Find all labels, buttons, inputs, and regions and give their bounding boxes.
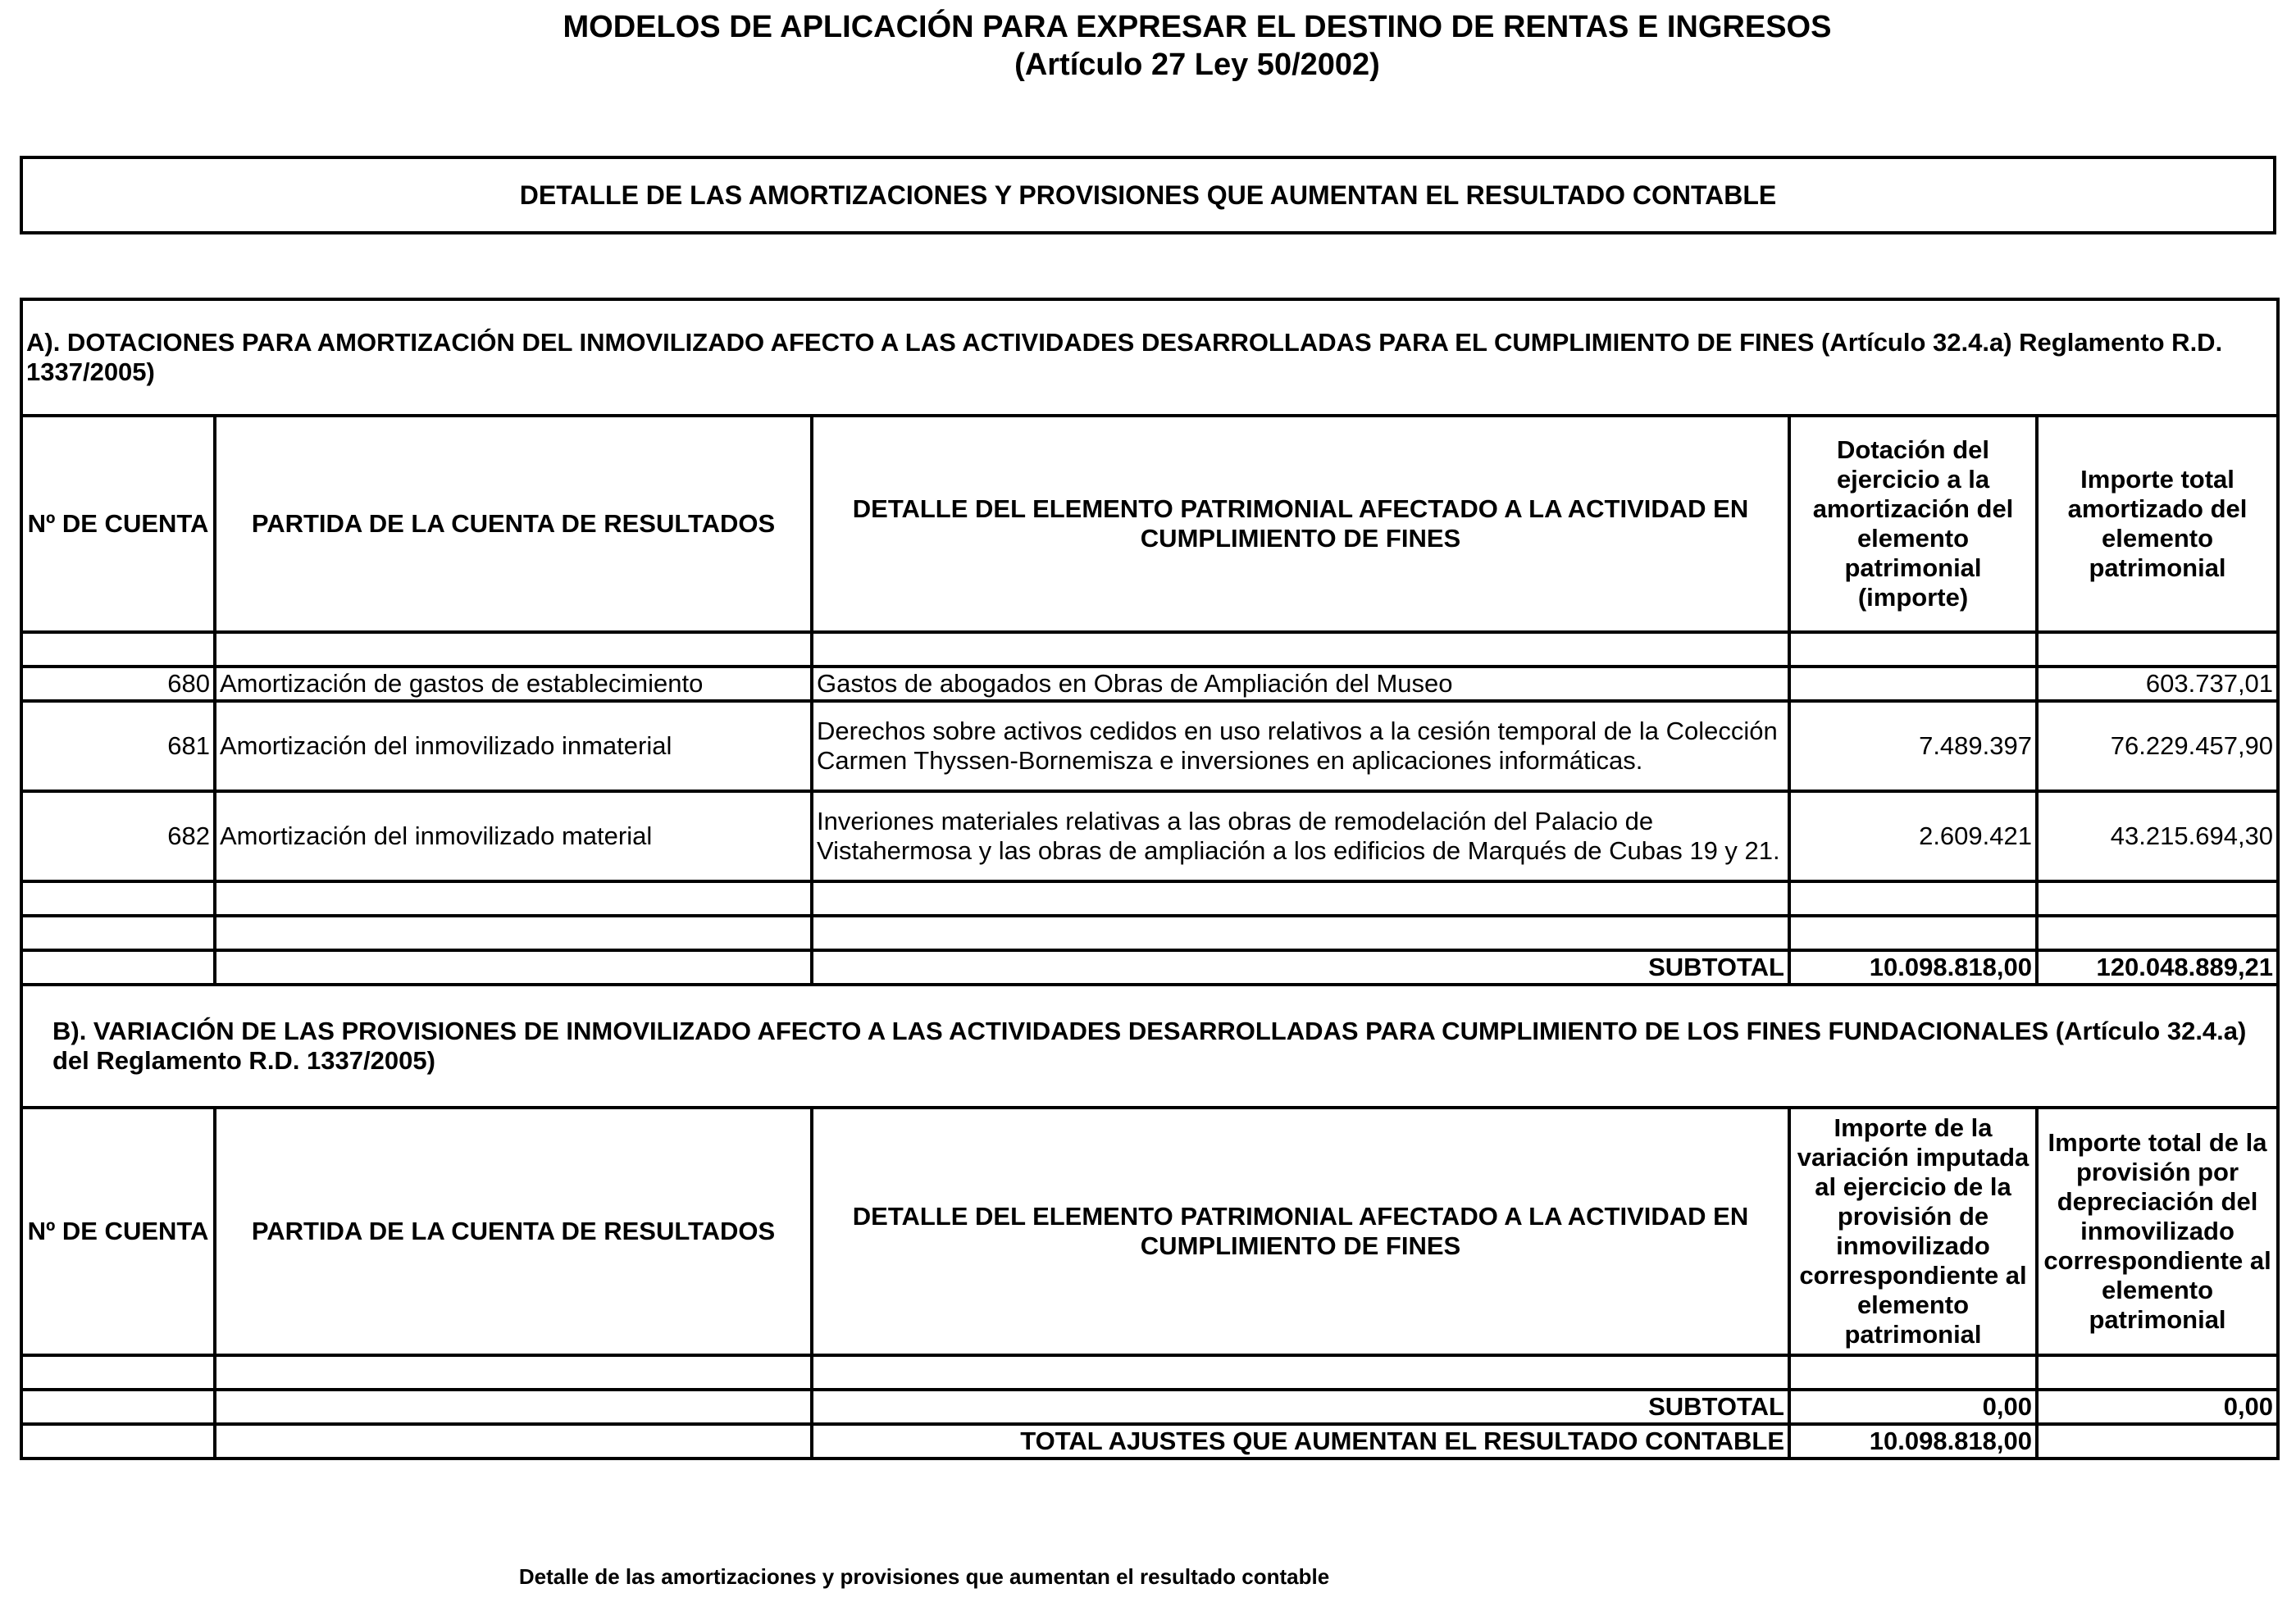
- section-banner: DETALLE DE LAS AMORTIZACIONES Y PROVISIONES QUE AUMENTAN EL RESULTADO CONTABLE: [20, 156, 2276, 234]
- header-partida: PARTIDA DE LA CUENTA DE RESULTADOS: [215, 416, 812, 632]
- cuenta-cell: 682: [21, 791, 215, 881]
- header-detalle: DETALLE DEL ELEMENTO PATRIMONIAL AFECTADO A LA ACTIVIDAD EN CUMPLIMIENTO DE FINES: [812, 1108, 1789, 1355]
- table-row-empty: [21, 632, 2278, 667]
- section-b-title: B). VARIACIÓN DE LAS PROVISIONES DE INMOVILIZADO AFECTO A LAS ACTIVIDADES DESARROLLADAS PARA CUMPLIMIENTO DE LOS FINES FUNDACIONALES (Artículo 32.4.a) del Reglamento R.D. 1337/2005): [21, 985, 2278, 1108]
- section-a-header-row: [21, 416, 2278, 632]
- dotacion-cell: 7.489.397: [1789, 701, 2037, 791]
- detalle-cell: Inveriones materiales relativas a las obras de remodelación del Palacio de Vistahermosa y las obras de ampliación a los edificios de Marqués de Cubas 19 y 21.: [812, 791, 1789, 881]
- subtotal-variacion: 0,00: [1789, 1390, 2037, 1424]
- header-detalle: DETALLE DEL ELEMENTO PATRIMONIAL AFECTADO A LA ACTIVIDAD EN CUMPLIMIENTO DE FINES: [812, 416, 1789, 632]
- total-cell: 43.215.694,30: [2037, 791, 2278, 881]
- subtotal-label: SUBTOTAL: [812, 950, 1789, 985]
- subtotal-total: 120.048.889,21: [2037, 950, 2278, 985]
- total-label: TOTAL AJUSTES QUE AUMENTAN EL RESULTADO CONTABLE: [812, 1424, 1789, 1459]
- table-row-empty: [21, 916, 2278, 950]
- adjustments-table: [20, 298, 2280, 1460]
- document-subtitle: (Artículo 27 Ley 50/2002): [1014, 48, 1380, 82]
- partida-cell: Amortización del inmovilizado inmaterial: [215, 701, 812, 791]
- dotacion-cell: [1789, 667, 2037, 701]
- subtotal-label: SUBTOTAL: [812, 1390, 1789, 1424]
- partida-cell: Amortización del inmovilizado material: [215, 791, 812, 881]
- table-row: [21, 701, 2278, 791]
- subtotal-total: 0,00: [2037, 1390, 2278, 1424]
- total-value: 10.098.818,00: [1789, 1424, 2037, 1459]
- header-variacion: Importe de la variación imputada al ejercicio de la provisión de inmovilizado correspondiente al elemento patrimonial: [1789, 1108, 2037, 1355]
- cuenta-cell: 681: [21, 701, 215, 791]
- section-b-subtotal-row: [21, 1390, 2278, 1424]
- header-importe-total: Importe total amortizado del elemento patrimonial: [2037, 416, 2278, 632]
- detalle-cell: Derechos sobre activos cedidos en uso relativos a la cesión temporal de la Colección Carmen Thyssen-Bornemisza e inversiones en aplicaciones informáticas.: [812, 701, 1789, 791]
- header-importe-total: Importe total de la provisión por depreciación del inmovilizado correspondiente al elemento patrimonial: [2037, 1108, 2278, 1355]
- document-title: MODELOS DE APLICACIÓN PARA EXPRESAR EL DESTINO DE RENTAS E INGRESOS: [563, 10, 1832, 44]
- page-footer: Detalle de las amortizaciones y provisiones que aumentan el resultado contable: [518, 1564, 1330, 1589]
- header-cuenta: Nº DE CUENTA: [21, 416, 215, 632]
- cuenta-cell: 680: [21, 667, 215, 701]
- total-cell: 603.737,01: [2037, 667, 2278, 701]
- section-b-title-row: [21, 985, 2278, 1108]
- table-row-empty: [21, 881, 2278, 916]
- section-a-title-row: [21, 299, 2278, 416]
- section-a-subtotal-row: [21, 950, 2278, 985]
- table-row-empty: [21, 1355, 2278, 1390]
- detalle-cell: Gastos de abogados en Obras de Ampliación del Museo: [812, 667, 1789, 701]
- table-row: [21, 791, 2278, 881]
- table-row: [21, 667, 2278, 701]
- section-b-header-row: [21, 1108, 2278, 1355]
- dotacion-cell: 2.609.421: [1789, 791, 2037, 881]
- header-dotacion: Dotación del ejercicio a la amortización del elemento patrimonial (importe): [1789, 416, 2037, 632]
- header-cuenta: Nº DE CUENTA: [21, 1108, 215, 1355]
- section-a-title: A). DOTACIONES PARA AMORTIZACIÓN DEL INMOVILIZADO AFECTO A LAS ACTIVIDADES DESARROLLADAS PARA EL CUMPLIMIENTO DE FINES (Artículo 32.4.a) Reglamento R.D. 1337/2005): [21, 299, 2278, 416]
- subtotal-dotacion: 10.098.818,00: [1789, 950, 2037, 985]
- header-partida: PARTIDA DE LA CUENTA DE RESULTADOS: [215, 1108, 812, 1355]
- partida-cell: Amortización de gastos de establecimiento: [215, 667, 812, 701]
- grand-total-row: [21, 1424, 2278, 1459]
- total-cell: 76.229.457,90: [2037, 701, 2278, 791]
